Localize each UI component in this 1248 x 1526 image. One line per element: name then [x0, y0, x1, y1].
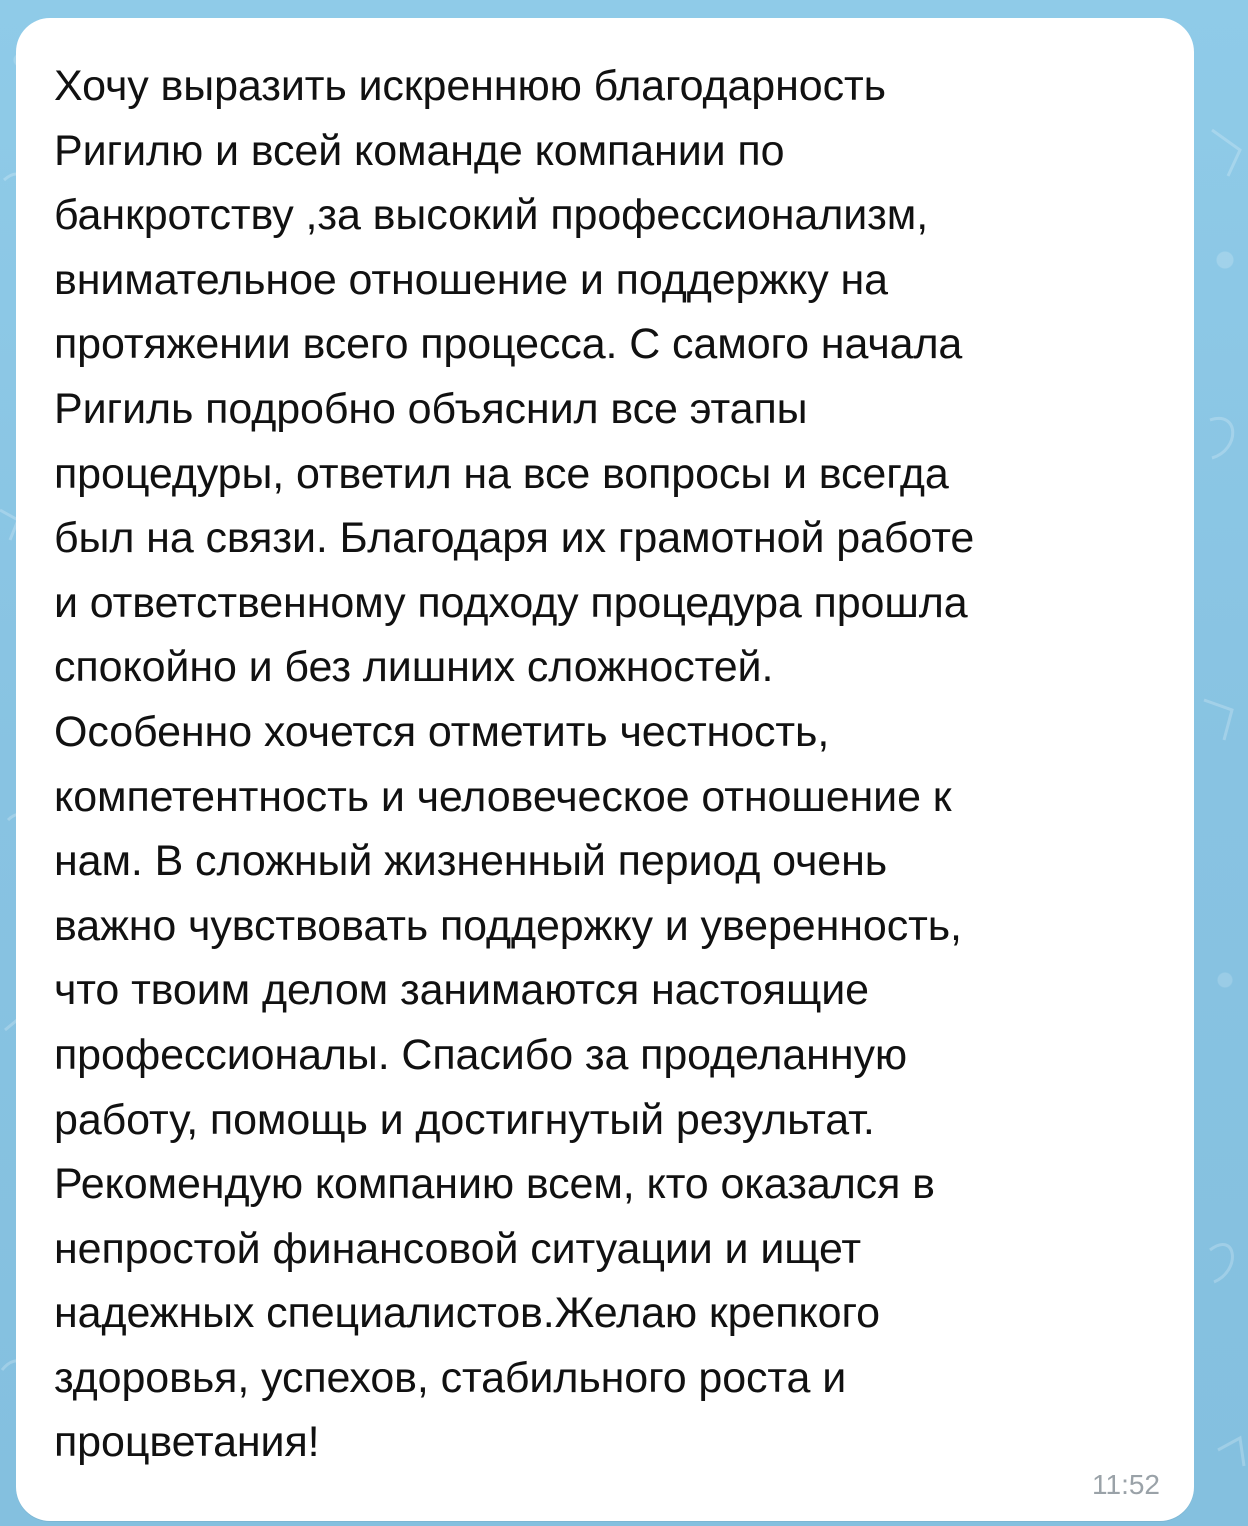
message-bubble[interactable] — [16, 18, 1194, 1521]
message-text: Хочу выразить искреннюю благодарность Ригилю и всей команде компании по банкротству ,за высокий профессионализм, внимательное отношение и поддержку на протяжении всего процесса. С самого начала Ригиль подробно объяснил все этапы процедуры, ответил на все вопросы и всегда был на связи. Благодаря их грамотной работе и ответственному подходу процедура прошла спокойно и без лишних сложностей. Особенно хочется отметить честность, компетентность и человеческое отношение к нам. В сложный жизненный период очень важно чувствовать поддержку и уверенность, что твоим делом занимаются настоящие профессионалы. Спасибо за проделанную работу, помощь и достигнутый результат. Рекомендую компанию всем, кто оказался в непростой финансовой ситуации и ищет надежных специалистов.Желаю крепкого здоровья, успехов, стабильного роста и процветания! — [54, 62, 975, 1467]
message-timestamp: 11:52 — [1092, 1469, 1160, 1500]
